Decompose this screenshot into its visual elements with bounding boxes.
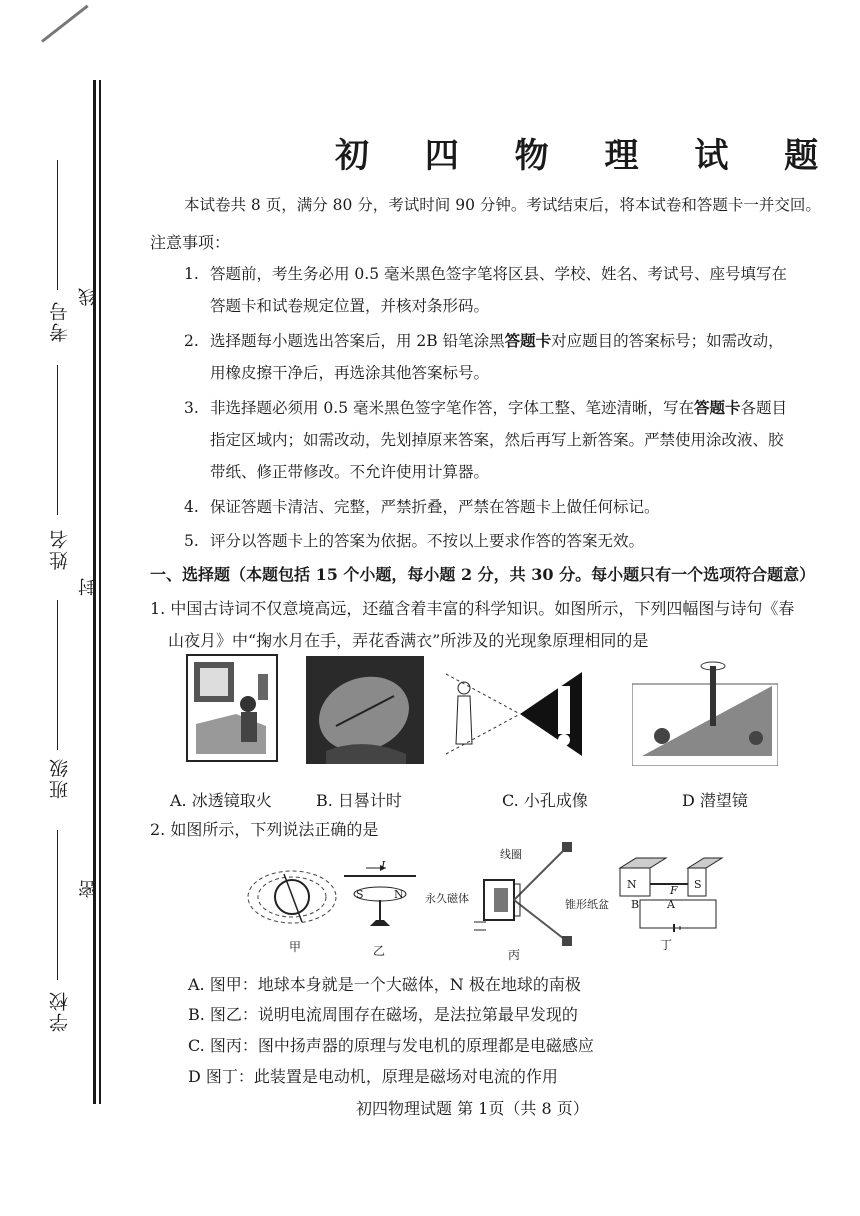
note-3-cont-1: 指定区域内；如需改动，先划掉原来答案，然后再写上新答案。严禁使用涂改液、胶 [210, 431, 784, 449]
q2-option-d[interactable]: D 图丁：此装置是电动机，原理是磁场对电流的作用 [188, 1067, 558, 1086]
q1-stem-line1: 1. 中国古诗词不仅意境高远，还蕴含着丰富的科学知识。如图所示，下列四幅图与诗句《春 [150, 599, 795, 618]
q2-label-ding-a: A [667, 898, 675, 911]
page-title: 初 四 物 理 试 题 [335, 136, 841, 176]
q2-caption-bing: 丙 [508, 948, 521, 962]
kaohao-write-line[interactable] [57, 160, 58, 290]
exam-intro: 本试卷共 8 页，满分 80 分，考试时间 90 分钟。考试结束后，将本试卷和答题卡一并交回。 [184, 196, 821, 214]
q1-figure-d-periscope [632, 656, 778, 766]
note-4: 4. 保证答题卡清洁、完整，严禁折叠，严禁在答题卡上做任何标记。 [184, 498, 660, 516]
note-3: 3. 非选择题必须用 0.5 毫米黑色签字笔作答，字体工整、笔迹清晰，写在答题卡各题目 [184, 398, 788, 417]
q1-option-b[interactable]: B. 日晷计时 [316, 791, 402, 810]
q2-figure-bing-speaker [474, 842, 578, 946]
page-footer: 初四物理试题 第 1页（共 8 页） [356, 1099, 589, 1118]
note-2: 2. 选择题每小题选出答案后，用 2B 铅笔涂黑答题卡对应题目的答案标号；如需改动， [184, 331, 784, 350]
q2-label-ding-b: B [631, 898, 640, 911]
q2-figure-jia-earth-field [246, 862, 344, 932]
q1-stem-line2: 山夜月》中“掬水月在手，弄花香满衣”所涉及的光现象原理相同的是 [168, 631, 649, 650]
q2-option-a[interactable]: A. 图甲：地球本身就是一个大磁体，N 极在地球的南极 [188, 975, 581, 994]
note-3-cont-2: 带纸、修正带修改。不允许使用计算器。 [210, 463, 490, 481]
q1-option-a[interactable]: A. 冰透镜取火 [170, 791, 272, 810]
q2-option-b[interactable]: B. 图乙：说明电流周围存在磁场，是法拉第最早发现的 [188, 1005, 578, 1024]
note-2-cont: 用橡皮擦干净后，再选涂其他答案标号。 [210, 364, 490, 382]
xingming-label: 姓名 [49, 528, 71, 570]
q2-label-current: I [381, 859, 386, 872]
q2-caption-ding: 丁 [660, 938, 673, 952]
seal-mark-mi: 密 [78, 880, 99, 898]
notes-heading: 注意事项： [150, 233, 231, 252]
banji-write-line[interactable] [57, 600, 58, 750]
kaohao-label: 考号 [49, 300, 71, 342]
q2-label-yi-n: N [394, 888, 404, 901]
note-1-cont: 答题卡和试卷规定位置，并核对条形码。 [210, 297, 490, 315]
banji-label: 班级 [49, 757, 71, 799]
section-one-heading: 一、选择题（本题包括 15 个小题，每小题 2 分，共 30 分。每小题只有一个选项符合题意） [150, 565, 816, 584]
q2-stem: 2. 如图所示，下列说法正确的是 [150, 820, 379, 839]
q1-figure-b-sundial [306, 656, 424, 764]
q1-figure-a-ice-lens [186, 654, 278, 762]
seal-mark-xian: 线 [78, 288, 99, 306]
xingming-write-line[interactable] [57, 365, 58, 515]
q1-option-d[interactable]: D 潜望镜 [682, 791, 748, 810]
xuexiao-label: 学校 [49, 990, 71, 1032]
q2-label-coil: 线圈 [500, 848, 522, 861]
seal-mark-feng: 封 [78, 578, 99, 596]
binding-margin [0, 0, 110, 1216]
q2-option-c[interactable]: C. 图丙：图中扬声器的原理与发电机的原理都是电磁感应 [188, 1036, 594, 1055]
pen-stroke-mark [41, 5, 89, 43]
q2-label-magnet: 永久磁体 [425, 892, 469, 905]
q2-label-cone: 锥形纸盆 [565, 898, 609, 911]
note-5: 5. 评分以答题卡上的答案为依据。不按以上要求作答的答案无效。 [184, 532, 645, 550]
q2-label-ding-n: N [627, 878, 637, 891]
xuexiao-write-line[interactable] [57, 830, 58, 980]
q2-caption-yi: 乙 [373, 944, 386, 958]
q2-caption-jia: 甲 [289, 940, 302, 954]
q1-option-c[interactable]: C. 小孔成像 [502, 791, 588, 810]
q2-label-ding-s: S [694, 878, 702, 891]
note-1: 1. 答题前，考生务必用 0.5 毫米黑色签字笔将区县、学校、姓名、考试号、座号填写在 [184, 265, 788, 283]
q2-label-yi-s: S [356, 888, 364, 901]
q2-label-ding-f: F [670, 884, 678, 897]
q1-figure-c-pinhole [446, 668, 584, 760]
